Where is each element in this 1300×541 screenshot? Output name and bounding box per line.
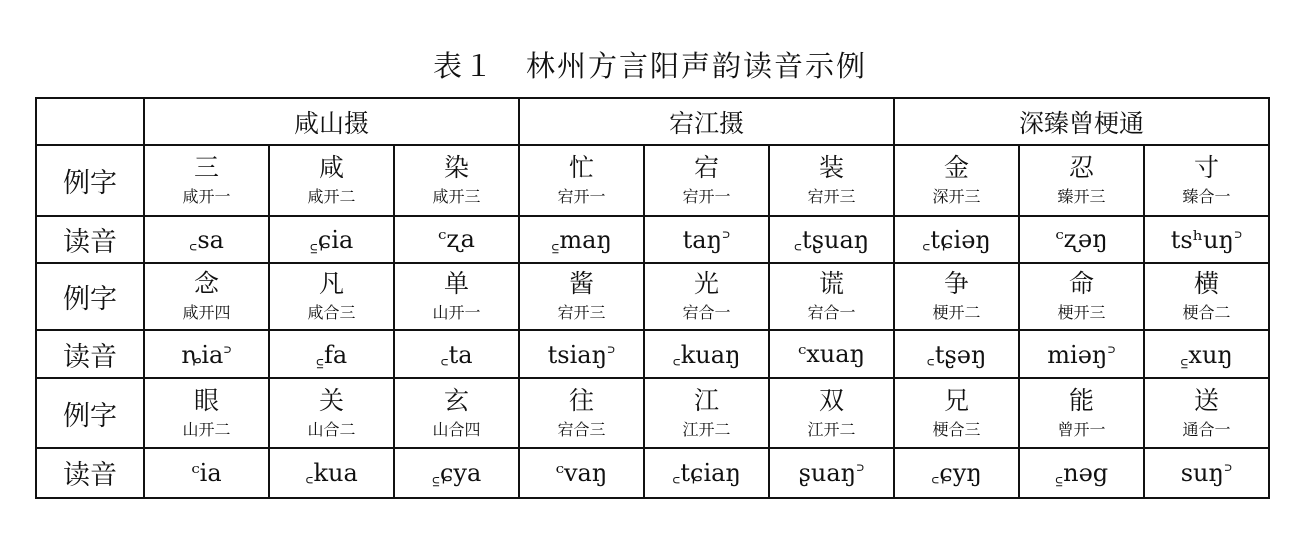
example-char: 咸 [318,153,344,183]
row-label-example: 例字 [36,378,144,447]
example-cell [894,378,1019,447]
reading-cell: ꜀tʂəŋ [894,330,1019,378]
example-cell [1019,378,1144,447]
row-label-reading: 读音 [36,216,144,263]
example-char: 凡 [318,269,344,299]
example-row [36,263,1269,330]
example-cell [394,263,519,330]
reading-cell: ꜁maŋ [519,216,644,263]
reading-cell: ꜀ɕyŋ [894,448,1019,498]
example-char: 忍 [1068,153,1094,183]
example-category: 深开三 [932,187,981,207]
reading-cell: ꜀tʂuaŋ [769,216,894,263]
row-label-example: 例字 [36,145,144,215]
example-char: 眼 [193,386,219,416]
reading-cell: ȵia꜄ [144,330,269,378]
example-char: 兄 [943,386,969,416]
example-cell [394,378,519,447]
example-char: 玄 [443,386,469,416]
reading-cell: tsʰuŋ꜄ [1144,216,1269,263]
example-cell [894,263,1019,330]
example-cell [519,145,644,215]
reading-cell: taŋ꜄ [644,216,769,263]
example-category: 宕合三 [557,420,606,440]
reading-row [36,330,1269,378]
reading-cell: miəŋ꜄ [1019,330,1144,378]
example-category: 山开一 [432,303,481,323]
example-category: 咸合三 [307,303,356,323]
example-char: 能 [1068,386,1094,416]
example-char: 寸 [1194,153,1220,183]
example-cell [144,263,269,330]
reading-cell: ꜀sa [144,216,269,263]
example-category: 梗合二 [1182,303,1231,323]
example-char: 争 [943,269,969,299]
example-char: 关 [318,386,344,416]
example-char: 双 [818,386,844,416]
example-char: 忙 [568,153,594,183]
example-cell [769,263,894,330]
reading-row [36,448,1269,498]
example-category: 山合四 [432,420,481,440]
example-cell [269,263,394,330]
reading-cell: ᶜvaŋ [519,448,644,498]
example-category: 江开二 [682,420,731,440]
reading-cell: ʂuaŋ꜄ [769,448,894,498]
example-cell [1019,263,1144,330]
row-label-example: 例字 [36,263,144,330]
pronunciation-table [35,97,1270,499]
example-cell [519,378,644,447]
example-category: 梗合三 [932,420,981,440]
example-cell [644,145,769,215]
reading-cell: ꜁ɕya [394,448,519,498]
example-category: 宕开三 [807,187,856,207]
example-cell [644,378,769,447]
reading-cell: ᶜʐa [394,216,519,263]
example-cell [394,145,519,215]
example-category: 梗开二 [932,303,981,323]
example-cell [144,378,269,447]
example-char: 染 [443,153,469,183]
example-cell [1144,378,1269,447]
example-cell [1144,263,1269,330]
example-char: 宕 [693,153,719,183]
example-category: 咸开一 [182,187,231,207]
example-cell [894,145,1019,215]
example-category: 宕合一 [807,303,856,323]
example-category: 臻开三 [1057,187,1106,207]
example-char: 光 [693,269,719,299]
example-char: 装 [818,153,844,183]
example-char: 横 [1194,269,1220,299]
reading-cell: ꜀kua [269,448,394,498]
example-cell [1144,145,1269,215]
reading-cell: ꜀ta [394,330,519,378]
group-header-xianshan: 咸山摄 [144,98,519,145]
example-category: 曾开一 [1057,420,1106,440]
reading-cell: ꜁ɕia [269,216,394,263]
example-char: 命 [1068,269,1094,299]
example-category: 咸开四 [182,303,231,323]
example-char: 三 [193,153,219,183]
row-label-reading: 读音 [36,448,144,498]
reading-cell: ᶜxuaŋ [769,330,894,378]
example-category: 宕开一 [682,187,731,207]
example-char: 金 [943,153,969,183]
header-row [36,98,1269,145]
corner-cell [36,98,144,145]
reading-cell: ꜀tɕiaŋ [644,448,769,498]
reading-cell: ꜀kuaŋ [644,330,769,378]
reading-cell: tsiaŋ꜄ [519,330,644,378]
reading-cell: ꜁fa [269,330,394,378]
reading-cell: ᶜia [144,448,269,498]
example-char: 往 [568,386,594,416]
example-row [36,145,1269,215]
example-char: 酱 [568,269,594,299]
example-category: 山开二 [182,420,231,440]
example-row [36,378,1269,447]
example-category: 宕合一 [682,303,731,323]
example-category: 梗开三 [1057,303,1106,323]
group-header-shenzhen: 深臻曾梗通 [894,98,1269,145]
reading-row [36,216,1269,263]
example-category: 咸开二 [307,187,356,207]
example-cell [769,378,894,447]
example-category: 臻合一 [1182,187,1231,207]
reading-cell: ꜀tɕiəŋ [894,216,1019,263]
reading-cell: ꜁nəg [1019,448,1144,498]
example-cell [1019,145,1144,215]
table-title: 表１ 林州方言阳声韵读音示例 [432,49,867,83]
example-cell [644,263,769,330]
example-category: 宕开三 [557,303,606,323]
example-cell [269,378,394,447]
example-cell [769,145,894,215]
row-label-reading: 读音 [36,330,144,378]
example-category: 山合二 [307,420,356,440]
example-cell [144,145,269,215]
group-header-dangjiang: 宕江摄 [519,98,894,145]
example-char: 送 [1194,386,1220,416]
example-category: 宕开一 [557,187,606,207]
example-cell [269,145,394,215]
reading-cell: suŋ꜄ [1144,448,1269,498]
example-char: 单 [443,269,469,299]
reading-cell: ꜁xuŋ [1144,330,1269,378]
example-category: 咸开三 [432,187,481,207]
example-char: 谎 [818,269,844,299]
example-char: 江 [693,386,719,416]
example-category: 通合一 [1182,420,1231,440]
example-char: 念 [193,269,219,299]
reading-cell: ᶜʐəŋ [1019,216,1144,263]
example-category: 江开二 [807,420,856,440]
example-cell [519,263,644,330]
